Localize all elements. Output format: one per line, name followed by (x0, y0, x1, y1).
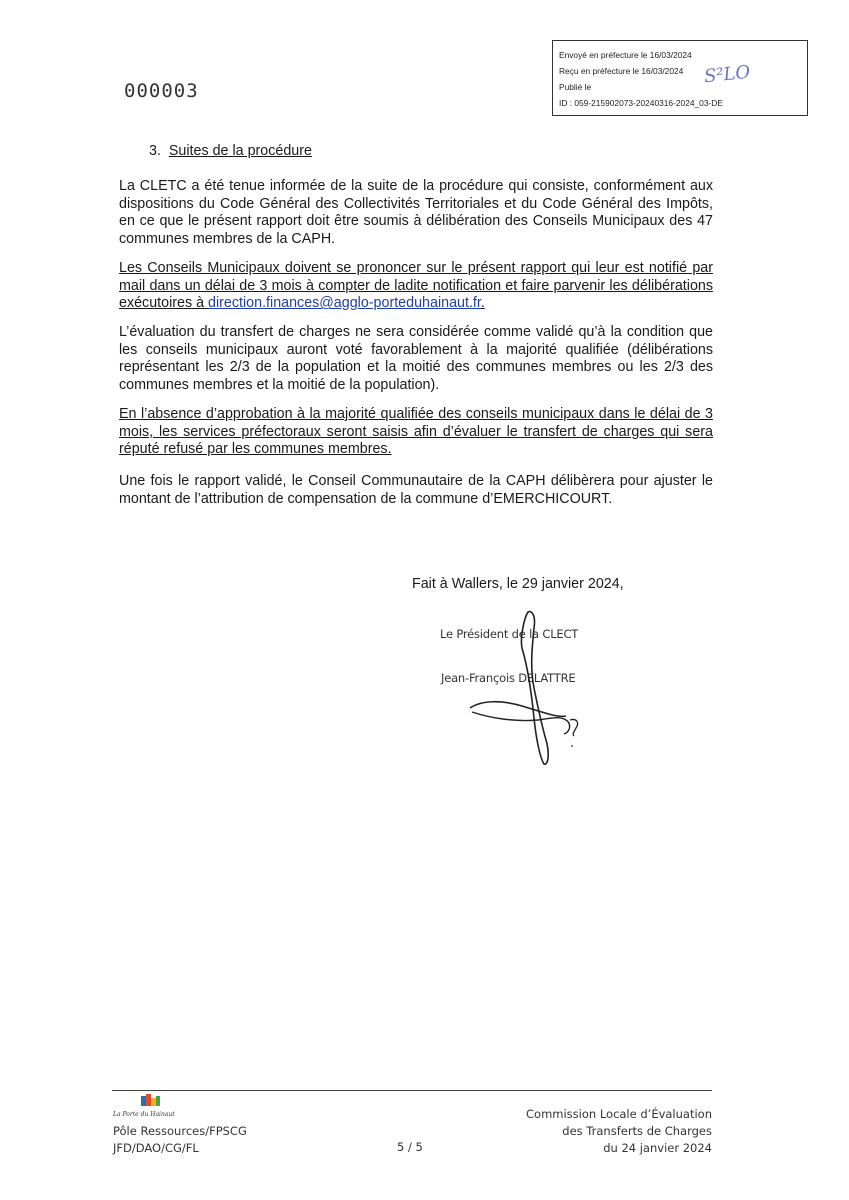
footer-reference: JFD/DAO/CG/FL (113, 1141, 199, 1155)
footer-right-block (526, 1106, 712, 1157)
stamp-id: ID : 059-215902073-20240316-2024_03-DE (559, 98, 723, 108)
page-number: 5 / 5 (397, 1140, 423, 1154)
stamp-handwritten-mark: S²LO (703, 61, 752, 88)
signatory-title: Le Président de la CLECT (440, 627, 579, 641)
paragraph-deadline-text: Les Conseils Municipaux doivent se prononcer sur le présent rapport qui leur est notifié par mail dans un délai de 3 mois à compter de ladite notification et faire parvenir les délibérations exécutoires à (119, 260, 713, 312)
footer-department: Pôle Ressources/FPSCG (113, 1124, 247, 1138)
stamp-published: Publié le (559, 82, 592, 92)
footer-divider (112, 1090, 712, 1091)
finance-email-link[interactable]: direction.finances@agglo-porteduhainaut.fr (208, 295, 481, 312)
paragraph-refusal: En l’absence d’approbation à la majorité qualifiée des conseils municipaux dans le délai de 3 mois, les services préfectoraux seront saisis afin d’évaluer le transfert de charges qui sera réputé refusé par les communes membres. (119, 406, 713, 458)
section-title: Suites de la procédure (168, 143, 312, 159)
section-number: 3. (149, 143, 161, 159)
footer-date: du 24 janvier 2024 (603, 1141, 712, 1155)
signatory-name: Jean-François DELATTRE (441, 671, 576, 685)
paragraph-conclusion: Une fois le rapport validé, le Conseil Communautaire de la CAPH délibèrera pour ajuster le montant de l’attribution de compensation de la commune d’EMERCHICOURT. (119, 473, 713, 507)
paragraph-deadline (119, 260, 713, 313)
stamp-sent-date: Envoyé en préfecture le 16/03/2024 (559, 50, 692, 60)
prefecture-stamp (552, 40, 808, 116)
footer-left-block (113, 1123, 247, 1157)
stamp-received-date: Reçu en préfecture le 16/03/2024 (559, 66, 684, 76)
logo-wordmark: La Porte du Hainaut (113, 1111, 175, 1118)
paragraph-procedure: La CLETC a été tenue informée de la suite de la procédure qui consiste, conformément aux dispositions du Code Général des Collectivités Territoriales et du Code Général des Impôts, en ce que le présent rapport doit être soumis à délibération des Conseils Municipaux des 47 communes membres de la CAPH. (119, 178, 713, 247)
footer-transfers: des Transferts de Charges (562, 1124, 712, 1138)
place-date: Fait à Wallers, le 29 janvier 2024, (412, 576, 624, 592)
footer-commission: Commission Locale d’Évaluation (526, 1107, 712, 1121)
paragraph-deadline-end: . (480, 295, 485, 312)
handwritten-signature (462, 608, 602, 773)
section-heading (149, 143, 312, 159)
document-number: 000003 (124, 80, 199, 102)
paragraph-validation: L’évaluation du transfert de charges ne sera considérée comme validé qu’à la condition que les conseils municipaux auront voté favorablement à la majorité qualifiée (délibérations représentant les 2/3 de la population et la moitié des communes membres ou les 2/3 des communes membres et la moitié de la population). (119, 324, 713, 393)
